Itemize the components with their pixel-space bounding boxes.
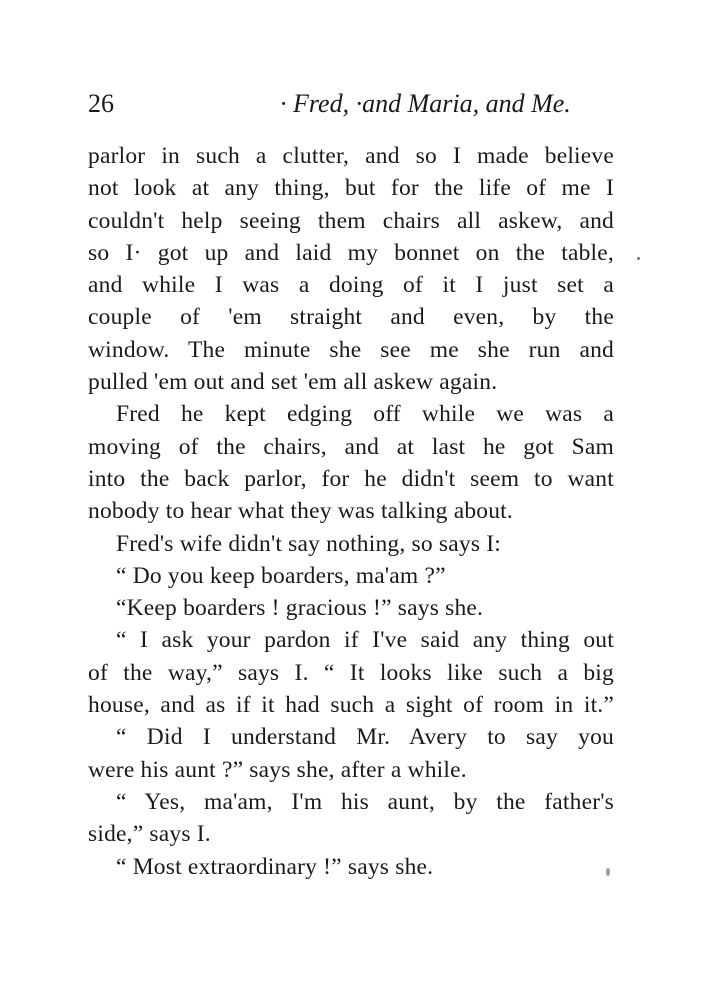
paper-speck [637,257,640,260]
text-line: “ Do you keep boarders, ma'am ?” [116,562,446,589]
text-line: moving of the chairs, and at last he got Sam [88,433,614,460]
text-line: “ Did I understand Mr. Avery to say you [116,724,614,751]
text-line: couldn't help seeing them chairs all askew, and [88,207,614,234]
running-head: · Fred, ·and Maria, and Me. [280,89,571,118]
text-line: were his aunt ?” says she, after a while. [88,756,467,783]
text-line: of the way,” says I. “ It looks like such a big [88,659,614,686]
text-line: Fred he kept edging off while we was a [116,401,614,428]
text-line: parlor in such a clutter, and so I made believe [88,143,614,169]
text-line: Fred's wife didn't say nothing, so says I: [116,530,502,557]
text-line: pulled 'em out and set 'em all askew again. [88,369,498,396]
text-line: “Keep boarders ! gracious !” says she. [116,595,484,622]
text-line: not look at any thing, but for the life of me I [88,175,614,202]
text-line: “ Yes, ma'am, I'm his aunt, by the father's [116,788,614,815]
page-header [88,84,616,124]
text-line: so I· got up and laid my bonnet on the table, [88,239,614,266]
text-line: “ I ask your pardon if I've said any thing out [116,627,614,654]
text-line: nobody to hear what they was talking about. [88,498,513,525]
text-line: “ Most extraordinary !” says she. [116,853,434,880]
page-number: 26 [88,89,114,118]
text-line: couple of 'em straight and even, by the [88,304,614,331]
text-line: house, and as if it had such a sight of room in it.” [88,692,614,719]
text-line: and while I was a doing of it I just set a [88,272,614,299]
text-line: into the back parlor, for he didn't seem to want [88,465,614,492]
text-line: window. The minute she see me she run and [88,336,614,363]
paper-speck [606,868,610,876]
text-line: side,” says I. [88,821,211,848]
body-text [88,140,614,883]
